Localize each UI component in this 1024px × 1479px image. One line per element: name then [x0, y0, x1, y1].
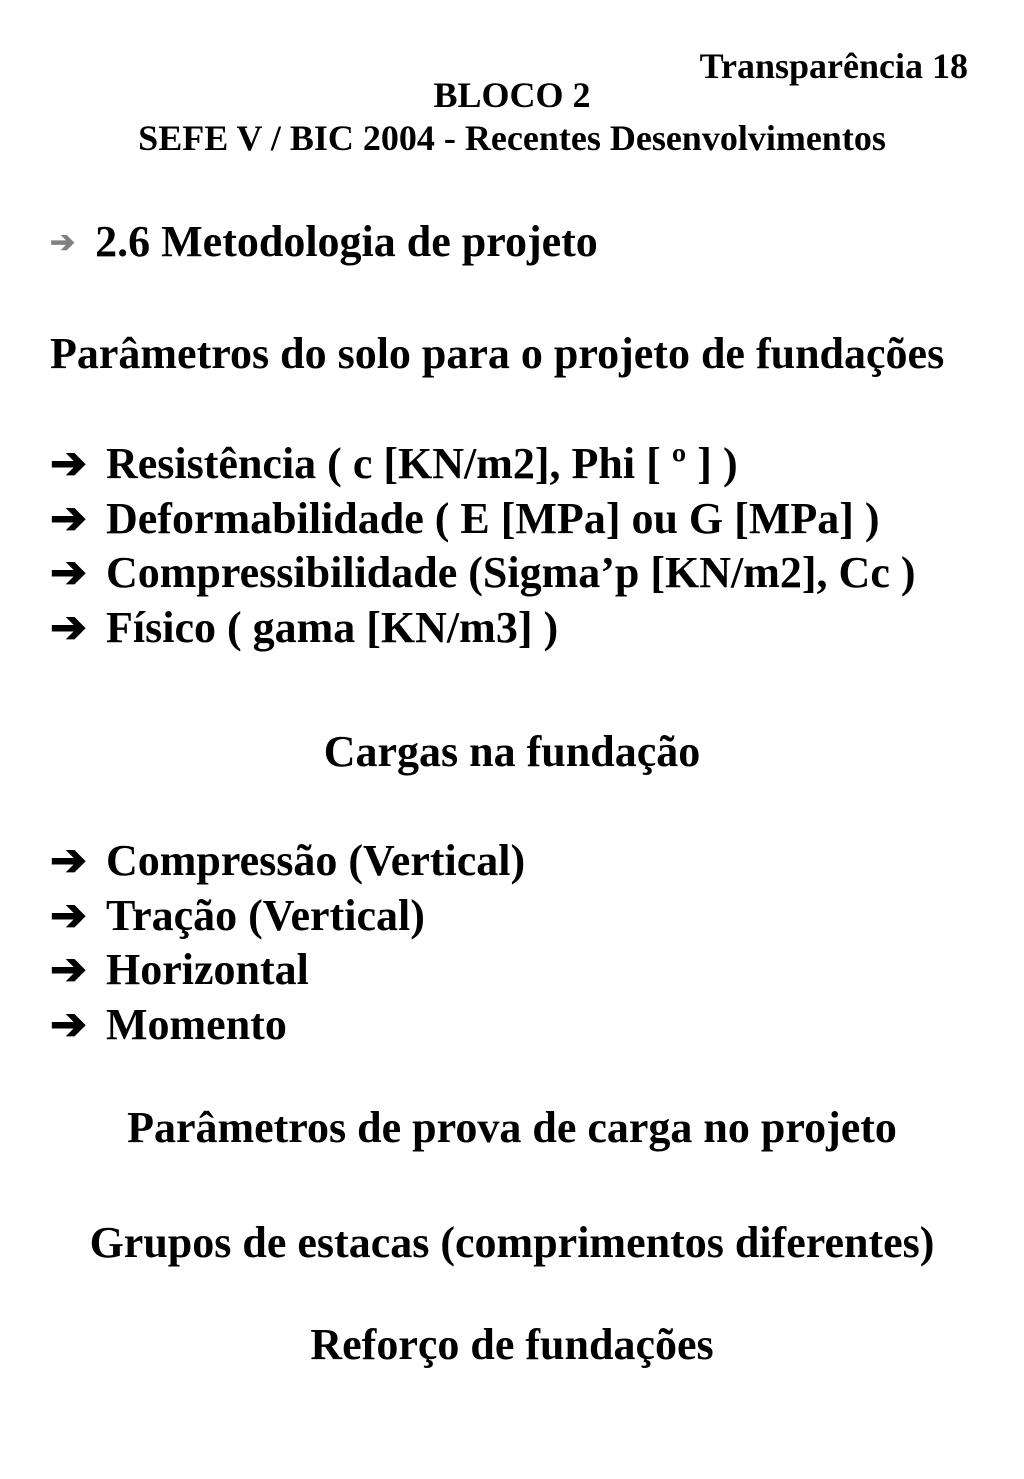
list-item-text: Horizontal [106, 945, 309, 994]
list-item [50, 437, 916, 492]
soil-parameters-title: Parâmetros do solo para o projeto de fundações [50, 329, 945, 378]
foundation-loads-title: Cargas na fundação [323, 727, 701, 776]
list-item [50, 834, 525, 889]
list-item-text: Compressão (Vertical) [106, 836, 526, 885]
document-subtitle: SEFE V / BIC 2004 - Recentes Desenvolvimentos [138, 118, 886, 158]
foundation-loads-list [50, 834, 525, 1052]
list-item [50, 546, 916, 601]
reinforcement-title: Reforço de fundações [310, 1320, 714, 1369]
arrow-icon: ➔ [50, 602, 87, 652]
load-test-title: Parâmetros de prova de carga no projeto [127, 1103, 897, 1152]
slide-number: Transparência 18 [699, 46, 968, 86]
list-item [50, 889, 525, 944]
list-item-text: Momento [106, 999, 287, 1049]
list-item-text: Deformabilidade ( E [MPa] ou G [MPa] ) [106, 493, 880, 543]
block-title: BLOCO 2 [433, 75, 591, 115]
arrow-icon: ➔ [50, 226, 76, 259]
arrow-icon: ➔ [50, 439, 87, 488]
arrow-icon: ➔ [50, 548, 87, 597]
section-title: 2.6 Metodologia de projeto [95, 217, 598, 266]
list-item-text: Resistência ( c [KN/m2], Phi [ º ] ) [106, 439, 738, 488]
list-item [50, 492, 916, 547]
soil-parameters-list [50, 437, 916, 655]
pile-groups-title: Grupos de estacas (comprimentos diferentes) [89, 1218, 935, 1267]
list-item-text: Compressibilidade (Sigma’p [KN/m2], Cc ) [106, 548, 916, 597]
arrow-icon: ➔ [50, 836, 87, 885]
list-item [50, 943, 525, 998]
arrow-icon: ➔ [50, 945, 87, 994]
arrow-icon: ➔ [50, 493, 87, 543]
section-heading [50, 215, 598, 270]
list-item [50, 601, 916, 656]
list-item [50, 998, 525, 1053]
arrow-icon: ➔ [50, 999, 87, 1049]
list-item-text: Físico ( gama [KN/m3] ) [106, 602, 559, 652]
arrow-icon: ➔ [50, 890, 87, 940]
list-item-text: Tração (Vertical) [106, 890, 425, 940]
